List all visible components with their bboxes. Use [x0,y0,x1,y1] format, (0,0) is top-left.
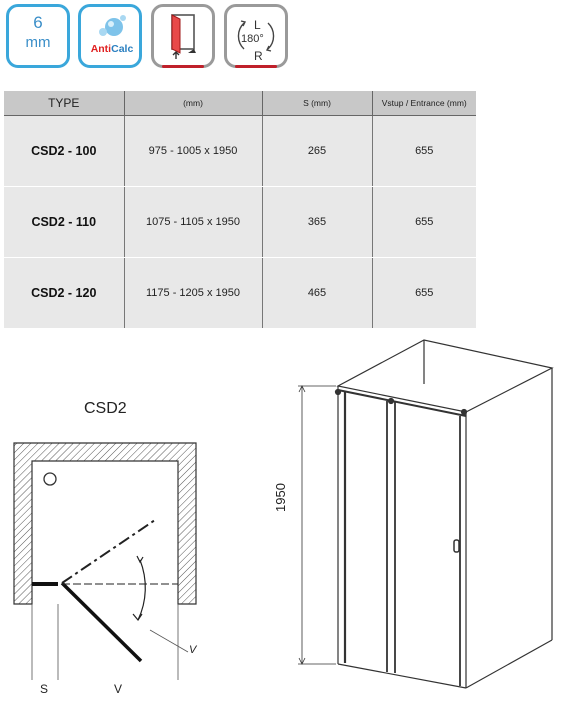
cell-type: CSD2 - 120 [4,258,124,329]
glass-thickness-badge [6,4,70,68]
cell-dimensions: 1175 - 1205 x 1950 [124,258,262,329]
height-dimension-label: 1950 [273,483,288,512]
rotation-left-label: L [254,18,261,32]
anticalc-drops-icon [81,7,139,65]
technical-drawings [0,335,570,706]
cell-dimensions: 1075 - 1105 x 1950 [124,187,262,258]
glass-thickness-value: 6 [33,13,43,32]
cell-entrance: 655 [372,187,476,258]
elevation-view-drawing [298,340,552,688]
plan-view-drawing [14,443,196,680]
dimension-label-v: V [114,682,123,696]
specification-table [4,91,476,329]
rotation-angle-label: 180° [241,33,264,45]
cell-entrance: 655 [372,258,476,329]
cell-s: 265 [262,116,372,187]
cell-type: CSD2 - 100 [4,116,124,187]
dimension-label-v-small: V [189,644,197,656]
glass-thickness-unit: mm [25,34,51,51]
diagram-title: CSD2 [84,400,127,417]
header-entrance: Vstup / Entrance (mm) [372,91,476,116]
table-header-row [4,91,476,116]
anticalc-prefix: Anti [90,43,112,55]
anticalc-badge [78,4,142,68]
table-row [4,258,476,329]
cell-entrance: 655 [372,116,476,187]
door-mount-icon [154,7,212,65]
cell-s: 465 [262,258,372,329]
cell-dimensions: 975 - 1005 x 1950 [124,116,262,187]
rotation-badge [224,4,288,68]
cell-type: CSD2 - 110 [4,187,124,258]
table-row [4,187,476,258]
anticalc-label [85,43,139,55]
cell-s: 365 [262,187,372,258]
rotation-right-label: R [254,49,263,63]
table-row [4,116,476,187]
header-type: TYPE [4,91,124,116]
shower-drain-icon [44,473,56,485]
header-dimensions: (mm) [124,91,262,116]
door-mount-badge [151,4,215,68]
header-s: S (mm) [262,91,372,116]
anticalc-suffix: Calc [111,43,134,55]
dimension-label-s: S [40,682,49,696]
